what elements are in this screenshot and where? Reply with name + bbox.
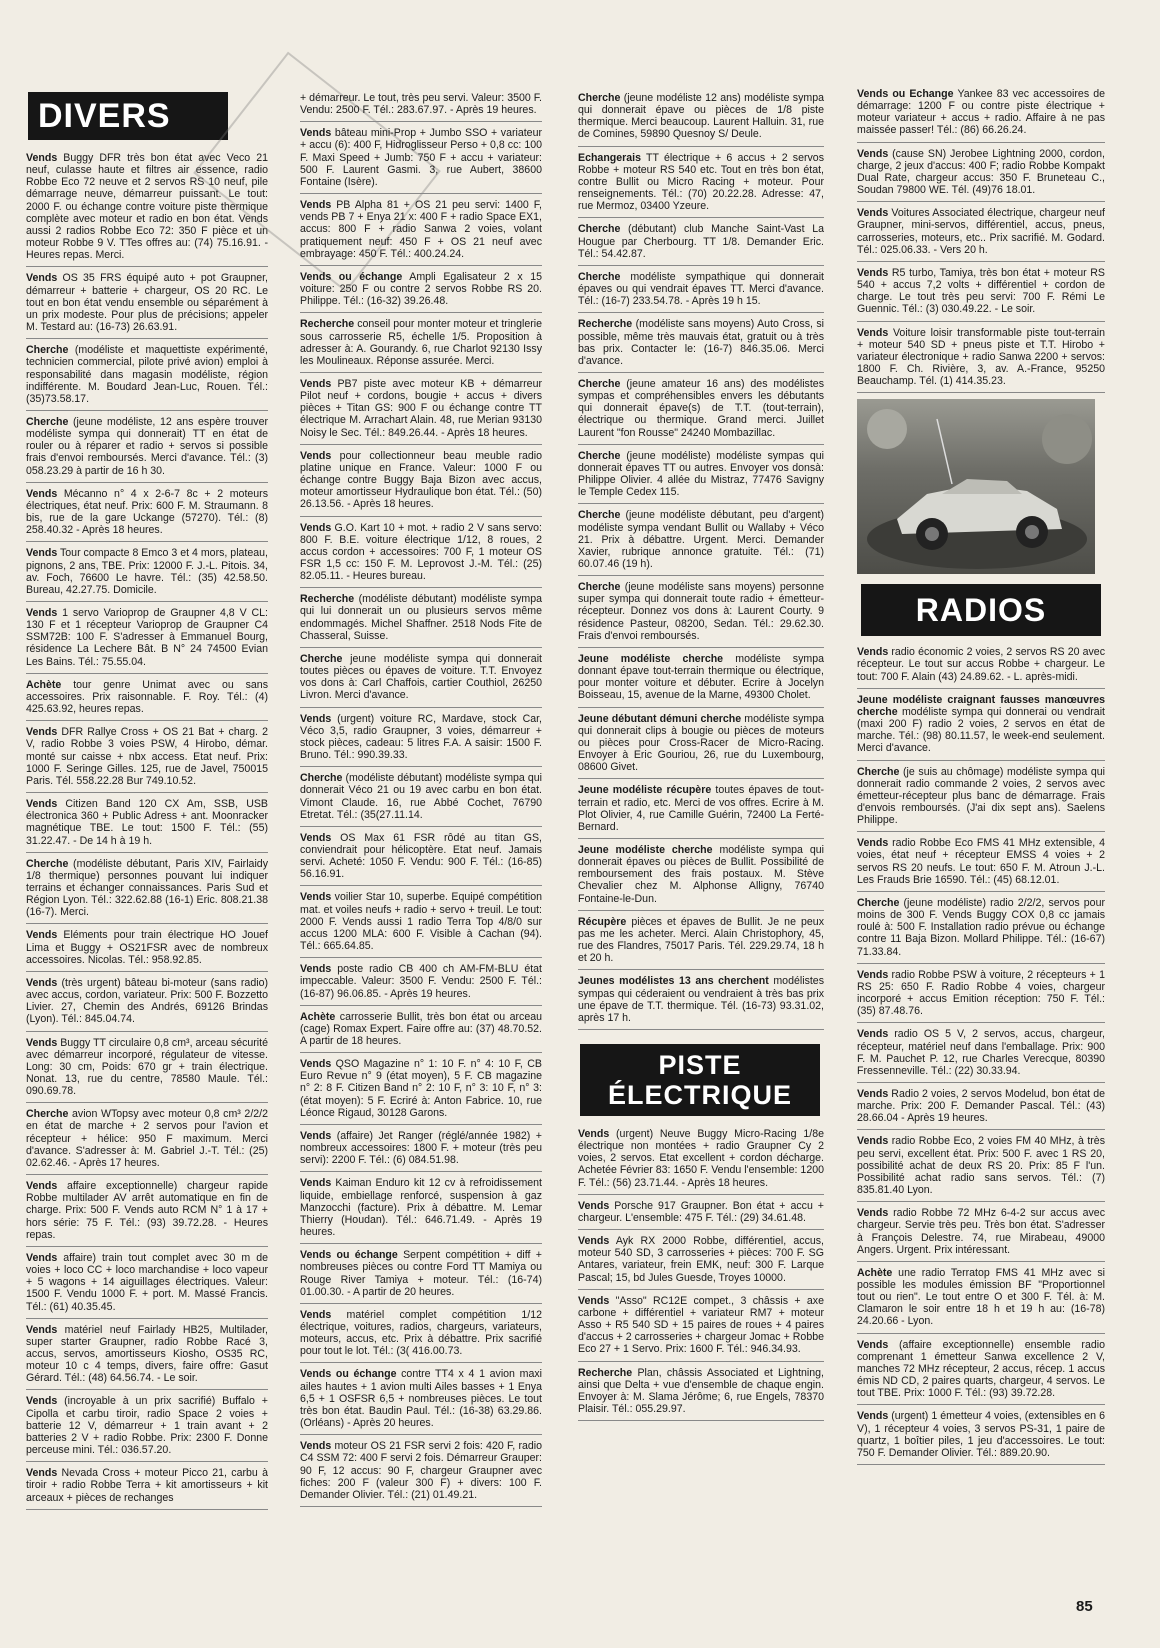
ad-lead-word: Cherche <box>26 857 69 870</box>
ad-lead-word: Vends <box>578 1128 610 1140</box>
ad-text: une radio Terratop FMS 41 MHz avec si possible les modules émission BF "Proportionnel tout ou rien". Le tout entre O et 300 F. Tél. à: M. Clamaron le soir entre 18 h et 19 h au: (16-78) 24.20.66 - Lyon. <box>857 1266 1105 1328</box>
ad-text: (urgent) Neuve Buggy Micro-Racing 1/8e électrique non montées + radio Graupner Cy 2 voies, 2 servos. Etat excellent + cordon décharge. Achetée Février 83: 1650 F. Vendu l'ensemble: 1200 F. Tél.: (56) 23.71.44. - Après 18 heures. <box>578 1128 824 1189</box>
classified-ad <box>857 148 1105 203</box>
classified-ad <box>578 1295 824 1362</box>
ad-text: pièces et épaves de Bullit. Je ne peux pas me les acheter. Merci. Alain Christophory, 45, rue des Flandres, 75017 Paris. Tél. 229.29.74, 18 h et 20 h. <box>578 915 824 965</box>
ad-lead-word: Vends <box>857 1028 889 1041</box>
ad-text: (affaire) Jet Ranger (réglé/année 1982) + nombreux accessoires: 1800 F. + moteur (très peu servi): 2200 F. Tél.: (6) 084.51.98. <box>300 1129 542 1167</box>
classified-ad <box>857 327 1105 394</box>
ad-lead-word: Vends <box>300 891 332 904</box>
ad-text: Ayk RX 2000 Robbe, différentiel, accus, moteur 540 SD, 3 carrosseries + pièces: 700 F. SG Antares, variateur, frein EMK, neuf: 300 F. Larque Pascal; 15, bd Jules Guesde, Troyes 10000. <box>578 1235 824 1284</box>
ad-lead-word: Cherche <box>26 344 69 357</box>
ad-text: (jeune modéliste) modéliste sympas qui donnerait épaves TT ou autres. Envoyer vos donsà: Philippe Olivier. 4 allée du Mistraz, 77476 Savigny le Temple Cedex 115. <box>578 449 824 499</box>
ad-text: radio Robbe PSW à voiture, 2 récepteurs + 1 RS 25: 650 F. Radio Robbe 4 voies, chargeur incorporé + accus Emition réception: 750 F. Tél.: (35) 87.48.76. <box>857 968 1105 1018</box>
classified-ad <box>578 1235 824 1290</box>
section-heading-radios: RADIOS <box>861 584 1101 636</box>
ad-lead-word: Vends ou échange <box>300 1368 397 1381</box>
ad-text: (jeune modéliste, 12 ans espère trouver modéliste sympa qui donnerait) TT en état de rouler ou à réparer et radio + servos si possible frais d'envoi remboursés. Merci d'avance. Tél.: (3) 058.23.29 à partir de 16 h 30. <box>26 415 268 477</box>
ad-lead-word: Vends <box>26 1180 58 1193</box>
ad-lead-word: Achète <box>26 678 62 691</box>
ad-lead-word: Achète <box>857 1266 893 1279</box>
classified-ad <box>26 679 268 721</box>
ad-text: radio Robbe 72 MHz 6-4-2 sur accus avec chargeur. Servie très peu. Très bon état. S'adresser à François Delestre. 74, rue Mirabeau, 49000 Angers. Urgent. Prix intéressant. <box>857 1207 1105 1256</box>
classified-ad <box>578 1367 824 1422</box>
ad-text: matériel complet compétition 1/12 électrique, voitures, radios, chargeurs, variateurs, moteurs, accus, etc. Prix à débattre. Prix sacrifié pour tout le lot. Tél.: (3( 416.00.73. <box>300 1308 542 1358</box>
classified-ad <box>578 581 824 648</box>
classified-ad <box>857 1088 1105 1130</box>
ad-lead-word: Vends <box>300 377 332 390</box>
ad-text: Nevada Cross + moteur Picco 21, carbu à tiroir + radio Robbe Terra + kit amortisseurs + kit arceaux + pièces de rechanges <box>26 1467 268 1504</box>
ads-list <box>857 646 1105 1465</box>
ad-text: Eléments pour train électrique HO Jouef Lima et Buggy + OS21FSR avec de nombreux accessoires. Nicolas. Tél.: 958.92.85. <box>26 929 268 966</box>
section-heading-piste-electrique: PISTE ÉLECTRIQUE <box>580 1044 820 1116</box>
classified-ad <box>857 969 1105 1024</box>
ad-text: Porsche 917 Graupner. Bon état + accu + chargeur. L'ensemble: 475 F. Tél.: (29) 34.61.48. <box>578 1199 824 1224</box>
ad-text: conseil pour monter moteur et tringlerie sous carrosserie R5, échelle 1/5. Proposition à adresser à: A. Gourandy. 6, rue Charlot 92130 Issy les Moulineaux. Réponse assurée. Merci. <box>300 318 542 367</box>
ad-lead-word: Cherche <box>26 415 69 428</box>
ad-text: OS 35 FRS équipé auto + pot Graupner, démarreur + batterie + chargeur, OS 20 RC. Le tout en bon état vendu ensemble ou séparément à un prix modeste. Pour plus de précisions; appeler M. Testard au: (16-73) 26.63.91. <box>26 272 268 334</box>
ad-lead-word: Cherche <box>578 581 621 594</box>
ads-list <box>578 1128 824 1421</box>
classified-ad <box>857 694 1105 761</box>
ad-lead-word: Vends <box>26 152 58 164</box>
classified-ad <box>300 713 542 768</box>
ad-lead-word: Vends <box>300 1308 332 1321</box>
ad-lead-word: Achète <box>300 1010 336 1023</box>
ad-lead-word: Vends <box>300 199 332 212</box>
classified-ad <box>578 975 824 1030</box>
ad-text: radio économic 2 voies, 2 servos RS 20 avec récepteur. Le tout sur accus Robbe + chargeur. Le tout: 700 F. Alain (43) 24.89.62. - L. après-midi. <box>857 646 1105 683</box>
classified-ad <box>300 1309 542 1364</box>
ad-lead-word: Cherche <box>857 896 900 909</box>
column-3 <box>578 92 824 1426</box>
classified-ad <box>857 1410 1105 1465</box>
ad-lead-word: Vends <box>578 1294 610 1307</box>
ads-list <box>26 152 268 1510</box>
ad-text: (modéliste sans moyens) Auto Cross, si possible, même très mauvais état, gratuit ou à très bas prix. Contacter le: (16-7) 846.35.06. Merci d'avance. <box>578 318 824 367</box>
ad-lead-word: Cherche <box>578 449 621 462</box>
ad-text: (jeune modéliste débutant, peu d'argent) modéliste sympa vendant Bullit ou Wallaby + Véco 21. Prix à débattre. Urgent. Merci. Demander Xavier, rubrique annonce gratuite. Tél.: (71) 60.07.46 (19 h). <box>578 509 824 570</box>
classified-ad <box>26 977 268 1032</box>
ad-text: carrosserie Bullit, très bon état ou arceau (cage) Romax Expert. Faire offre au: (37) 48.70.52. A partir de 18 heures. <box>300 1010 542 1047</box>
ad-text: TT électrique + 6 accus + 2 servos Robbe + moteur RS 540 etc. Tout en très bon état, contre Bullit ou Micro Racing + moteur. Pour renseignements. Tél.: (70) 20.22.28. Adresse: 47, rue Mermoz, 03400 Yzeure. <box>578 151 824 213</box>
classified-ad <box>578 450 824 505</box>
classified-ad <box>300 832 542 887</box>
classified-ad <box>26 726 268 793</box>
classified-ad <box>26 1108 268 1175</box>
ad-lead-word: Vends <box>300 963 332 976</box>
classified-ad <box>578 653 824 708</box>
ad-text: toutes épaves de tout-terrain et radio, etc. Merci de vos offres. Ecrire à M. Plot Olivier, 4, rue Camille Guérin, 72400 La Ferté-Bernard. <box>578 784 824 833</box>
ad-text: radio OS 5 V, 2 servos, accus, chargeur, récepteur, matériel neuf dans l'emballage. Prix: 900 F. M. Pauchet P. 12, rue Charles Verecque, 80390 Fressenneville. Tél.: (22) 30.33.94. <box>857 1028 1105 1077</box>
classified-ad <box>857 897 1105 964</box>
classified-ad <box>578 916 824 971</box>
classified-ad <box>26 488 268 543</box>
ad-lead-word: Cherche <box>300 772 343 785</box>
ad-lead-word: Vends <box>300 1129 332 1142</box>
ad-text: DFR Rallye Cross + OS 21 Bat + charg. 2 V, radio Robbe 3 voies PSW, 4 Hirobo, démar. monté sur caisse + nbx access. Etat neuf. Prix: 1000 F. Seringe Gilles. 125, rue de Javel, 750015 Paris. Tél. 558.22.28 Bur 749.10.52. <box>26 726 268 787</box>
classified-ad <box>300 199 542 266</box>
ad-text: affaire) train tout complet avec 30 m de voies + loco CC + loco marchandise + loco vapeur + 5 wagons + 14 aiguillages électriques. Valeur: 1500 F. Vendu 1000 F. + port. M. Massé Francis. Tél.: (61) 40.35.45. <box>26 1251 268 1313</box>
ad-text: (urgent) voiture RC, Mardave, stock Car, Véco 3,5, radio Graupner, 3 voies, démarreur + stock pièces, cadeau: 5 litres F.A. A saisir: 1500 F. Bruno. Tél.: 990.39.33. <box>300 712 542 762</box>
ad-lead-word: Cherche <box>578 509 621 522</box>
ad-text: Kaiman Enduro kit 12 cv à refroidissement liquide, embiellage renforcé, suspension à gaz Manzocchi (facture). Prix à débattre. M. Lemar Thierry (Houdan). Tél.: 646.71.49. - Après 19 heures. <box>300 1177 542 1239</box>
classified-ad <box>857 646 1105 688</box>
ad-lead-word: Cherche <box>857 765 900 778</box>
ad-text: modéliste sympa qui donnerai ou vendrait (maxi 200 F) radio 2 voies, 2 servos en état de marche. Tél.: (98) 80.11.57, le week-end seulement. Merci d'avance. <box>857 705 1105 755</box>
ad-lead-word: Jeunes modélistes 13 ans cherchent <box>578 975 769 988</box>
ad-lead-word: Vends <box>26 1467 58 1480</box>
ad-text: (jeune amateur 16 ans) des modélistes sympas et compréhensibles envers les débutants qui donnerait épave(s) de T.T. (tout-terrain), électrique ou thermique. Grand merci. Juillet Laurent "fon Rousse" 24240 Mombazillac. <box>578 377 824 439</box>
ad-text: Buggy TT circulaire 0,8 cm³, arceau sécurité avec démarreur incorporé, régulateur de vitesse. Long: 30 cm, Poids: 670 gr + train électrique. Nonat. 13, rue du centre, 78580 Maule. Tél.: 090.69.78. <box>26 1036 268 1098</box>
classified-ad <box>26 547 268 602</box>
ad-lead-word: Jeune débutant démuni cherche <box>578 712 742 725</box>
ad-lead-word: Echangerais <box>578 151 642 164</box>
ad-lead-word: Cherche <box>578 377 621 390</box>
classified-ad <box>578 713 824 780</box>
ad-text: Plan, châssis Associated et Lightning, ainsi que Delta + vue d'ensemble de chaque engin. Envoyer à: M. Slama Jérôme; 6, rue Engels, 78370 Plaisir. Tél.: 055.29.97. <box>578 1366 824 1415</box>
ad-lead-word: Jeune modéliste cherche <box>578 652 724 665</box>
ad-text: G.O. Kart 10 + mot. + radio 2 V sans servo: 800 F. B.E. voiture électrique 1/12, 8 roues, 2 accus cordon + accessoires: 700 F, 1 moteur OS FSR 1,5 cc: 150 F. M. Leprovost J.-M. Tél.: (25) 82.05.11. - Heures bureau. <box>300 521 542 583</box>
ad-text: modéliste sympa donnant épave tout-terrain thermique ou électrique, pour monter voiture et débuter. Ecrire à Jocelyn Boisseau, 15, avenue de la Marne, 49300 Cholet. <box>578 652 824 702</box>
ad-lead-word: Vends <box>857 1087 889 1100</box>
classified-ad <box>578 318 824 373</box>
ad-lead-word: Cherche <box>578 92 621 104</box>
ad-lead-word: Cherche <box>300 652 343 665</box>
ad-lead-word: Vends <box>857 1410 889 1423</box>
classified-ad <box>300 318 542 373</box>
ad-text: (cause SN) Jerobee Lightning 2000, cordon, charge, 2 jeux d'accus: 400 F; radio Robbe Kompakt Dual Rate, chargeur accus: 350 F. Bruneteau C., Soudan 79800 WE. Tél. (49)76 18.01. <box>857 147 1105 197</box>
ad-lead-word: Vends <box>26 726 58 739</box>
ad-text: tour genre Unimat avec ou sans accessoires. Prix raisonnable. F. Roy. Tél.: (4) 425.63.92, heures repas. <box>26 678 268 716</box>
page-number: 85 <box>1076 1598 1093 1615</box>
ad-lead-word: Vends <box>300 449 332 462</box>
ad-text: (débutant) club Manche Saint-Vast La Hougue par Cherbourg. TT 1/8. Demander Eric. Tél.: 54.42.87. <box>578 223 824 260</box>
column-4 <box>857 88 1105 1470</box>
ad-lead-word: Vends <box>857 207 889 220</box>
classified-ad <box>26 1037 268 1104</box>
ad-text: avion WTopsy avec moteur 0,8 cm³ 2/2/2 en état de marche + 2 servos pour l'avion et récepteur + hélice: 950 F maximum. Merci d'avance. S'adresser à: M. Gabriel J.-T. Tél.: (25) 02.62.46. - Après 17 heures. <box>26 1108 268 1169</box>
ad-lead-word: Vends <box>26 272 58 285</box>
ad-text: modéliste sympa qui donnerait clips à bougie ou pièces de moteurs ou pièces pour Cross-Racer de Micro-Racing. Envoyer à Eric Gouriou, 26, rue du Luxembourg, 08600 Givet. <box>578 712 824 774</box>
classified-ad <box>26 416 268 483</box>
ad-lead-word: Jeune modéliste cherche <box>578 843 713 856</box>
ad-text: matériel neuf Fairlady HB25, Multilader, super starter Graupner, radio Robbe Racé 3, accus, servos, amortisseurs Kiosho, OS35 RC, moteur 10 c 4 temps, divers, faire offre: Gasut Gérard. Tél.: (48) 64.56.74. - Le soir. <box>26 1323 268 1385</box>
ad-text: bâteau mini-Prop + Jumbo SSO + variateur + accu (6): 400 F, Hidroglisseur Perso + 0,8 cc: 100 F. Maxi Speed + Jumb: 750 F + accu + variateur: 500 F. Laurent Gasmi. 3, rue Aubert, 38600 Fontaine (Isère). <box>300 127 542 188</box>
ad-lead-word: Vends <box>300 1440 332 1453</box>
ad-lead-word: Recherche <box>300 593 355 606</box>
ad-lead-word: Vends <box>857 1135 889 1148</box>
ad-text: modéliste sympathique qui donnerait épaves ou qui vendrait épaves TT. Merci d'avance. Tél.: (16-7) 233.54.78. - Après 19 h 15. <box>578 270 824 308</box>
ad-text: radio Robbe Eco FMS 41 MHz extensible, 4 voies, état neuf + récepteur EMSS 4 voies + 2 servos RS 20 neufs. Le tout: 650 F. M. Atroun J.-L. Les Frauds Brie 16590. Tél.: (45) 68.12.01. <box>857 837 1105 886</box>
ad-lead-word: Jeune modéliste récupère <box>578 784 712 797</box>
ad-lead-word: Vends <box>300 1058 332 1071</box>
ad-lead-word: Vends <box>26 547 58 560</box>
ad-lead-word: Vends <box>300 831 332 844</box>
classified-ad <box>857 1207 1105 1262</box>
classified-ad <box>300 378 542 445</box>
ad-lead-word: Vends ou Echange <box>857 88 954 100</box>
ad-text: Buggy DFR très bon état avec Veco 21 neuf, culasse haute et filtres air essence, radio Robbe Eco 72 neuve et 2 servos RS 10 neuf, pile démarrage neuve, démarreur puissant. Le tout: 2000 F. ou échange contre voiture piste thermique complète avec moteur et radio en bon état. Vends aussi 2 radios Robbe Eco 72: 350 F pièce et un moteur Robbe 9 V. TTes offres au: (74) 75.16.91. - Heures repas. Merci. <box>26 152 268 262</box>
ad-text: voilier Star 10, superbe. Equipé compétition mat. et voiles neufs + radio + servo + treuil. Le tout: 2000 F. Vends aussi 1 radio Terra Top 4/8/0 sur accus 1200 MLA: 600 F. Visible à Cachan (94). Tél.: 665.64.85. <box>300 891 542 953</box>
ad-lead-word: Vends ou échange <box>300 270 403 283</box>
ad-text: Mécanno n° 4 x 2-6-7 8c + 2 moteurs électriques, état neuf. Prix: 600 F. M. Straumann. 8 bis, rue de la gare Uckange (57270). Tél.: (8) 258.40.32 - Après 18 heures. <box>26 487 268 537</box>
classified-ad <box>300 593 542 648</box>
classified-ad <box>578 509 824 576</box>
ad-text: 1 servo Varioprop de Graupner 4,8 V CL: 130 F et 1 récepteur Varioprop de Graupner C4 SSM72B: 100 F. S'adresser à Emmanuel Bourg, résidence La Lechere Bât. B N° 24 74500 Evian Les Bains. Tél.: 75.55.04. <box>26 607 268 668</box>
rc-car-photo <box>857 399 1095 574</box>
ad-text: PB Alpha 81 + OS 21 peu servi: 1400 F, vends PB 7 + Enya 21 x: 400 F + radio Space EX1, accus: 800 F + radio Sanwa 2 voies, volant pratiquement neuf: 450 F + OS 21 neuf avec embrayage: 450 F. Tél.: 400.24.24. <box>300 199 542 260</box>
classified-ad <box>300 1368 542 1435</box>
classified-ad <box>578 92 824 147</box>
ad-text: affaire exceptionnelle) chargeur rapide Robbe multilader AV arrêt automatique en fin de charge. Prix: 500 F. Vends auto RCM N° 1 à 17 + hors série: 75 F. Tél.: (93) 39.72.28. - Heures repas. <box>26 1180 268 1241</box>
ad-text: (jeune modéliste sans moyens) personne super sympa qui donnerait toute radio + émetteur-récepteur. Donnez vos dons à: Laurent Courty. 9 résidence Pasteur, 08200, Sedan. Tél.: 29.62.30. Frais d'envoi remboursés. <box>578 581 824 642</box>
classified-ad <box>26 1395 268 1462</box>
classified-ad <box>300 127 542 194</box>
ad-lead-word: Vends ou échange <box>300 1249 398 1262</box>
ad-lead-word: Vends <box>857 837 889 850</box>
classified-ad <box>300 1058 542 1125</box>
ad-text: pour collectionneur beau meuble radio platine unique en France. Valeur: 1000 F ou échange contre Buggy Baja Bizon avec accus, moteur amortisseur Hydraulique bon état. Tél.: (50) 26.13.56. - Après 18 heures. <box>300 449 542 511</box>
ad-text: Citizen Band 120 CX Am, SSB, USB électronica 360 + Public Adress + ant. Moonracker magnétique TBE. Le tout: 1500 F. Tél.: (55) 31.22.47. - De 14 h à 19 h. <box>26 798 268 847</box>
classified-ad <box>26 1180 268 1247</box>
classified-ad <box>578 1200 824 1230</box>
classified-ad <box>300 450 542 517</box>
classified-ad <box>578 271 824 313</box>
classified-ad <box>26 344 268 411</box>
ad-text: Tour compacte 8 Emco 3 et 4 mors, plateau, pignons, 2 ans, TBE. Prix: 12000 F. J.-L. Pitois. 34, av. Foch, 76600 Le havre. Tél.: (35) 42.58.50. Bureau, 42.27.75. Domicile. <box>26 547 268 596</box>
ad-text: OS Max 61 FSR rôdé au titan GS, conviendrait pour hélicoptère. Etat neuf. Jamais servi. Acheté: 1050 F. Vendu: 900 F. Tél.: (16-85) 56.16.91. <box>300 831 542 881</box>
ad-text: radio Robbe Eco, 2 voies FM 40 MHz, à très peu servi, excellent état. Prix: 500 F. avec 1 RS 20, possibilité achat de deux RS 20. Prix: 85 F l'un. Possibilité achat radio sans servos. Tél.: (7) 835.81.40 Lyon. <box>857 1135 1105 1197</box>
ad-text: (je suis au chômage) modéliste sympa qui donnerait radio commande 2 voies, 2 servos avec émetteur-récepteur plus banc de démarrage. Frais d'envois remboursés. (J'ai dix sept ans). Saelens Philippe. <box>857 765 1105 827</box>
section-heading-divers: DIVERS <box>28 92 228 140</box>
ad-lead-word: Cherche <box>26 1108 69 1121</box>
classified-ad <box>26 1324 268 1391</box>
classified-ad <box>857 207 1105 262</box>
classified-ad <box>300 653 542 708</box>
classified-ad <box>857 1135 1105 1202</box>
classified-ad <box>26 798 268 853</box>
ad-lead-word: Vends <box>578 1199 610 1212</box>
classified-ad <box>300 271 542 313</box>
ad-text: Yankee 83 vec accessoires de démarrage: 1200 F ou contre piste électrique + moteur variateur + accus + radio. Affaire à ne pas maissée passer! Tél.: (86) 66.26.24. <box>857 88 1105 137</box>
classified-ad <box>857 1339 1105 1406</box>
ad-lead-word: Recherche <box>578 1366 633 1379</box>
classified-ad <box>26 1467 268 1509</box>
ad-lead-word: Vends <box>300 712 332 725</box>
classified-ad <box>578 152 824 219</box>
classified-ad <box>300 522 542 589</box>
ad-text: contre TT4 x 4 1 avion maxi ailes hautes + 1 avion multi Ailes basses + 1 Enya 6,5 + 1 OSFSR 6,5 + nombreuses pièces. Le tout très bon état. Baudin Paul. Tél.: (16-38) 63.29.86. (Orléans) - Après 20 heures. <box>300 1368 542 1430</box>
ad-text: jeune modéliste sympa qui donnerait toutes pièces ou épaves de voiture. T.T. Envoyez vos dons à: Carl Chaffois, cartier Couthiol, 26250 Livron. Merci d'avance. <box>300 652 542 702</box>
ad-lead-word: Vends <box>857 1207 889 1220</box>
ad-lead-word: Cherche <box>578 223 621 236</box>
ad-text: R5 turbo, Tamiya, très bon état + moteur RS 540 + accus 7,2 volts + différentiel + cordon de charge. Le tout très peu servi: 700 F. Rémi Le Guennic. Tél.: (3) 030.49.22. - Le soir. <box>857 266 1105 316</box>
ad-text: Voiture loisir transformable piste tout-terrain + moteur 540 SD + pneus piste et T.T. Hirobo + variateur électronique + radio Sanwa 2200 + servos: 1800 F. Ch. Rivière, 3, av. A.-France, 95250 Beauchamp. Tél. (1) 414.35.23. <box>857 326 1105 388</box>
ad-text: + démarreur. Le tout, très peu servi. Valeur: 3500 F. Vendu: 2500 F. Tél.: 283.67.97. - Après 19 heures. <box>300 92 542 117</box>
classified-ad <box>857 837 1105 892</box>
ad-lead-word: Vends <box>26 798 58 811</box>
ad-text: Ampli Egalisateur 2 x 15 voiture: 250 F ou contre 2 servos Robbe RS 20. Philippe. Tél.: (16-32) 39.26.48. <box>300 270 542 308</box>
classified-ad <box>578 1128 824 1195</box>
ad-lead-word: Vends <box>26 1323 58 1336</box>
ad-text: (affaire exceptionnelle) ensemble radio comprenant 1 émetteur Sanwa excellence 2 V, manches 72 MHz récepteur, 2 accus, récep. 1 accus émis ND CD, 2 paires quarts, chargeur, 4 servos. Le tout TBE. Prix: 1000 F. Tél.: (93) 39.72.28. <box>857 1338 1105 1400</box>
ad-lead-word: Cherche <box>578 270 621 283</box>
ad-text: (jeune modéliste) radio 2/2/2, servos pour moins de 300 F. Vends Buggy COX 0,8 cc jamais roulé à: 500 F. Installation radio prévue ou échange contre 11 Baja Bizon. Mollard Philippe. Tél.: (16-67) 71.33.84. <box>857 896 1105 958</box>
ad-lead-word: Vends <box>26 976 58 989</box>
classified-ad <box>857 766 1105 833</box>
column-1 <box>26 86 268 1515</box>
classified-ad <box>300 1440 542 1507</box>
classified-ad <box>300 891 542 958</box>
ad-lead-word: Vends <box>26 929 58 942</box>
classified-ad <box>857 267 1105 322</box>
classified-ad <box>300 92 542 122</box>
classified-ad <box>300 963 542 1005</box>
ad-lead-word: Vends <box>857 968 889 981</box>
ad-lead-word: Vends <box>26 1251 58 1264</box>
ads-list <box>578 92 824 1030</box>
classified-ad <box>300 1011 542 1053</box>
ad-text: Radio 2 voies, 2 servos Modelud, bon état de marche. Prix: 200 F. Demander Pascal. Tél.: (43) 28.66.04 - Après 19 heures. <box>857 1087 1105 1125</box>
ad-lead-word: Vends <box>857 266 889 279</box>
column-2 <box>300 92 542 1512</box>
classified-ad <box>857 88 1105 143</box>
ad-text: (modéliste débutant, Paris XIV, Fairlaidy 1/8 thermique) personnes pouvant lui indiquer terrains et échanger connaissances. Paris Sud et Région Lyon. Tél.: 322.62.88 (16-1) Eric. 808.21.38 (16-7). Merci. <box>26 857 268 919</box>
classified-ad <box>26 929 268 971</box>
ad-text: modéliste sympa qui donnerait épaves ou pièces de Bullit. Possibilité de remboursement des frais postaux. M. Stève Chevalier chez M. Alphonse Alligny, 76740 Fontaine-le-Dun. <box>578 843 824 905</box>
classified-ad <box>578 378 824 445</box>
ad-text: QSO Magazine n° 1: 10 F. n° 4: 10 F, CB Euro Revue n° 9 (état moyen), 5 F. CB magazine n° 2: 8 F. Citizen Band n° 2: 10 F, n° 3: 10 F, n° 3: (état moyen): 5 F. Ecriré à: Anton Fabrice. 10, rue Léonce Rigaud, 30128 Garons. <box>300 1058 542 1119</box>
classified-ad <box>26 152 268 267</box>
ad-text: modélistes sympas qui céderaient ou vendraient à très bas prix une épave de T.T. thermique. Tél. (16-73) 93.31.02, après 17 h. <box>578 975 824 1024</box>
classified-ad <box>300 1130 542 1172</box>
classified-ad <box>26 1252 268 1319</box>
ad-lead-word: Vends <box>26 1395 58 1408</box>
classified-ad <box>26 272 268 339</box>
ad-lead-word: Vends <box>857 646 889 659</box>
ad-text: (modéliste débutant) modéliste sympa qui donnerait Véco 21 ou 19 avec carbu en bon état. Vimont Claude. 16, rue Abbé Cochet, 76790 Etretat. Tél.: (35(27.11.14. <box>300 772 542 821</box>
ad-text: (modéliste débutant) modéliste sympa qui lui donnerait un ou plusieurs servos même endommagés. Michel Shaffner. 2518 Nods Fite de Chasseral, Suisse. <box>300 593 542 642</box>
ad-lead-word: Vends <box>300 127 332 140</box>
classified-ad <box>578 223 824 265</box>
ad-lead-word: Vends <box>300 521 332 534</box>
ad-text: (urgent) 1 émetteur 4 voies, (extensibles en 6 V), 1 récepteur 4 voies, 3 servos PS-31, 1 paire de quartz, 1 boîtier piles, 1 jeu d'accessoires. Le tout: 750 F. Demander Olivier. Tél.: 889.20.90. <box>857 1410 1105 1459</box>
ad-lead-word: Vends <box>857 147 889 160</box>
ad-text: Voitures Associated électrique, chargeur neuf Graupner, mini-servos, différentiel, accus, pneus, carrosseries, moteurs, etc.. Prix sacrifié. M. Godard. Tél.: 025.06.33. - Vers 20 h. <box>857 207 1105 256</box>
classified-ad <box>578 784 824 839</box>
ads-list <box>857 88 1105 393</box>
ad-text: (très urgent) bâteau bi-moteur (sans radio) avec accus, cordon, variateur. Prix: 500 F. Bozzetto Livier. 27, Chemin des Andrés, 69126 Brindas (Lyon). Tél.: 845.04.74. <box>26 976 268 1026</box>
ad-text: (incroyable à un prix sacrifié) Buffalo + Cipolla et carbu tiroir, radio Space 2 voies + batterie 12 V, démarreur + 1 train avant + 2 batteries 2 V + radio Robbe. Prix: 2300 F. Donne perceuse mini. Tél.: 036.57.20. <box>26 1395 268 1457</box>
classified-ad <box>300 1177 542 1244</box>
ad-lead-word: Vends <box>578 1235 610 1248</box>
classified-ad <box>300 1249 542 1304</box>
ad-text: moteur OS 21 FSR servi 2 fois: 420 F, radio C4 SSM 72: 400 F servi 2 fois. Démarreur Grauper: 90 F, 12 accus: 90 F, chargeur Graupner avec fiches: 200 F (valeur 300 F) + divers: 100 F. Demander Olivier. Tél.: (21) 01.49.21. <box>300 1440 542 1501</box>
ad-lead-word: Vends <box>857 1338 889 1351</box>
ad-text: "Asso" RC12E compet., 3 châssis + axe carbone + différentiel + variateur RM7 + moteur Asso + R5 540 SD + 15 paires de roues + 4 paires d'accus + 2 carrosseries + chargeur Jomac + Robbe Eco 27 + 1 Servo. Prix: 1600 F. Tél.: 946.34.93. <box>578 1294 824 1356</box>
ad-lead-word: Vends <box>857 326 889 339</box>
classified-ad <box>300 772 542 827</box>
ad-text: (jeune modéliste 12 ans) modéliste sympa qui donnerait épave ou pièces de 1/8 piste thermique. Merci beaucoup. Laurent Halluin. 31, rue de Comines, 59890 Quesnoy S/ Deule. <box>578 92 824 141</box>
ad-lead-word: Recherche <box>578 318 633 331</box>
ad-text: Serpent compétition + diff + nombreuses pièces ou contre Ford TT Mamiya ou Rouge River Tamiya + moteur. Tél.: (16-74) 01.00.30. - A partir de 20 heures. <box>300 1249 542 1298</box>
ad-lead-word: Vends <box>26 1036 58 1049</box>
classified-ad <box>578 844 824 911</box>
ad-lead-word: Recherche <box>300 318 355 331</box>
rc-car-illustration <box>857 399 1095 574</box>
ad-text: (modéliste et maquettiste expérimenté, technicien commercial, pilote privé avion) emploi à responsabilité dans magasin modéliste, région indifférente. M. Boudard Jean-Luc, Rouen. Tél.: (35)73.58.17. <box>26 344 268 405</box>
ad-lead-word: Vends <box>300 1177 332 1190</box>
ad-lead-word: Vends <box>26 487 58 500</box>
classified-ad <box>26 607 268 674</box>
ad-text: PB7 piste avec moteur KB + démarreur Pilot neuf + cordons, bougie + accus + divers pièces + Titan GS: 900 F ou échange contre TT électrique M. Arrachart Alain. 48, rue Merian 93130 Noisy le Sec. Tél.: 849.26.44. - Après 18 heures. <box>300 377 542 439</box>
classified-ad <box>26 858 268 925</box>
ad-text: poste radio CB 400 ch AM-FM-BLU état impeccable. Valeur: 3500 F. Vendu: 2500 F. Tél.: (16-87) 96.06.85. - Après 19 heures. <box>300 963 542 1000</box>
ad-lead-word: Vends <box>26 607 58 619</box>
ads-list <box>300 92 542 1507</box>
classified-ad <box>857 1028 1105 1083</box>
classified-ad <box>857 1267 1105 1334</box>
ad-lead-word: Jeune modéliste craignant fausses manœuvres cherche <box>857 693 1105 718</box>
ad-lead-word: Récupère <box>578 915 627 928</box>
